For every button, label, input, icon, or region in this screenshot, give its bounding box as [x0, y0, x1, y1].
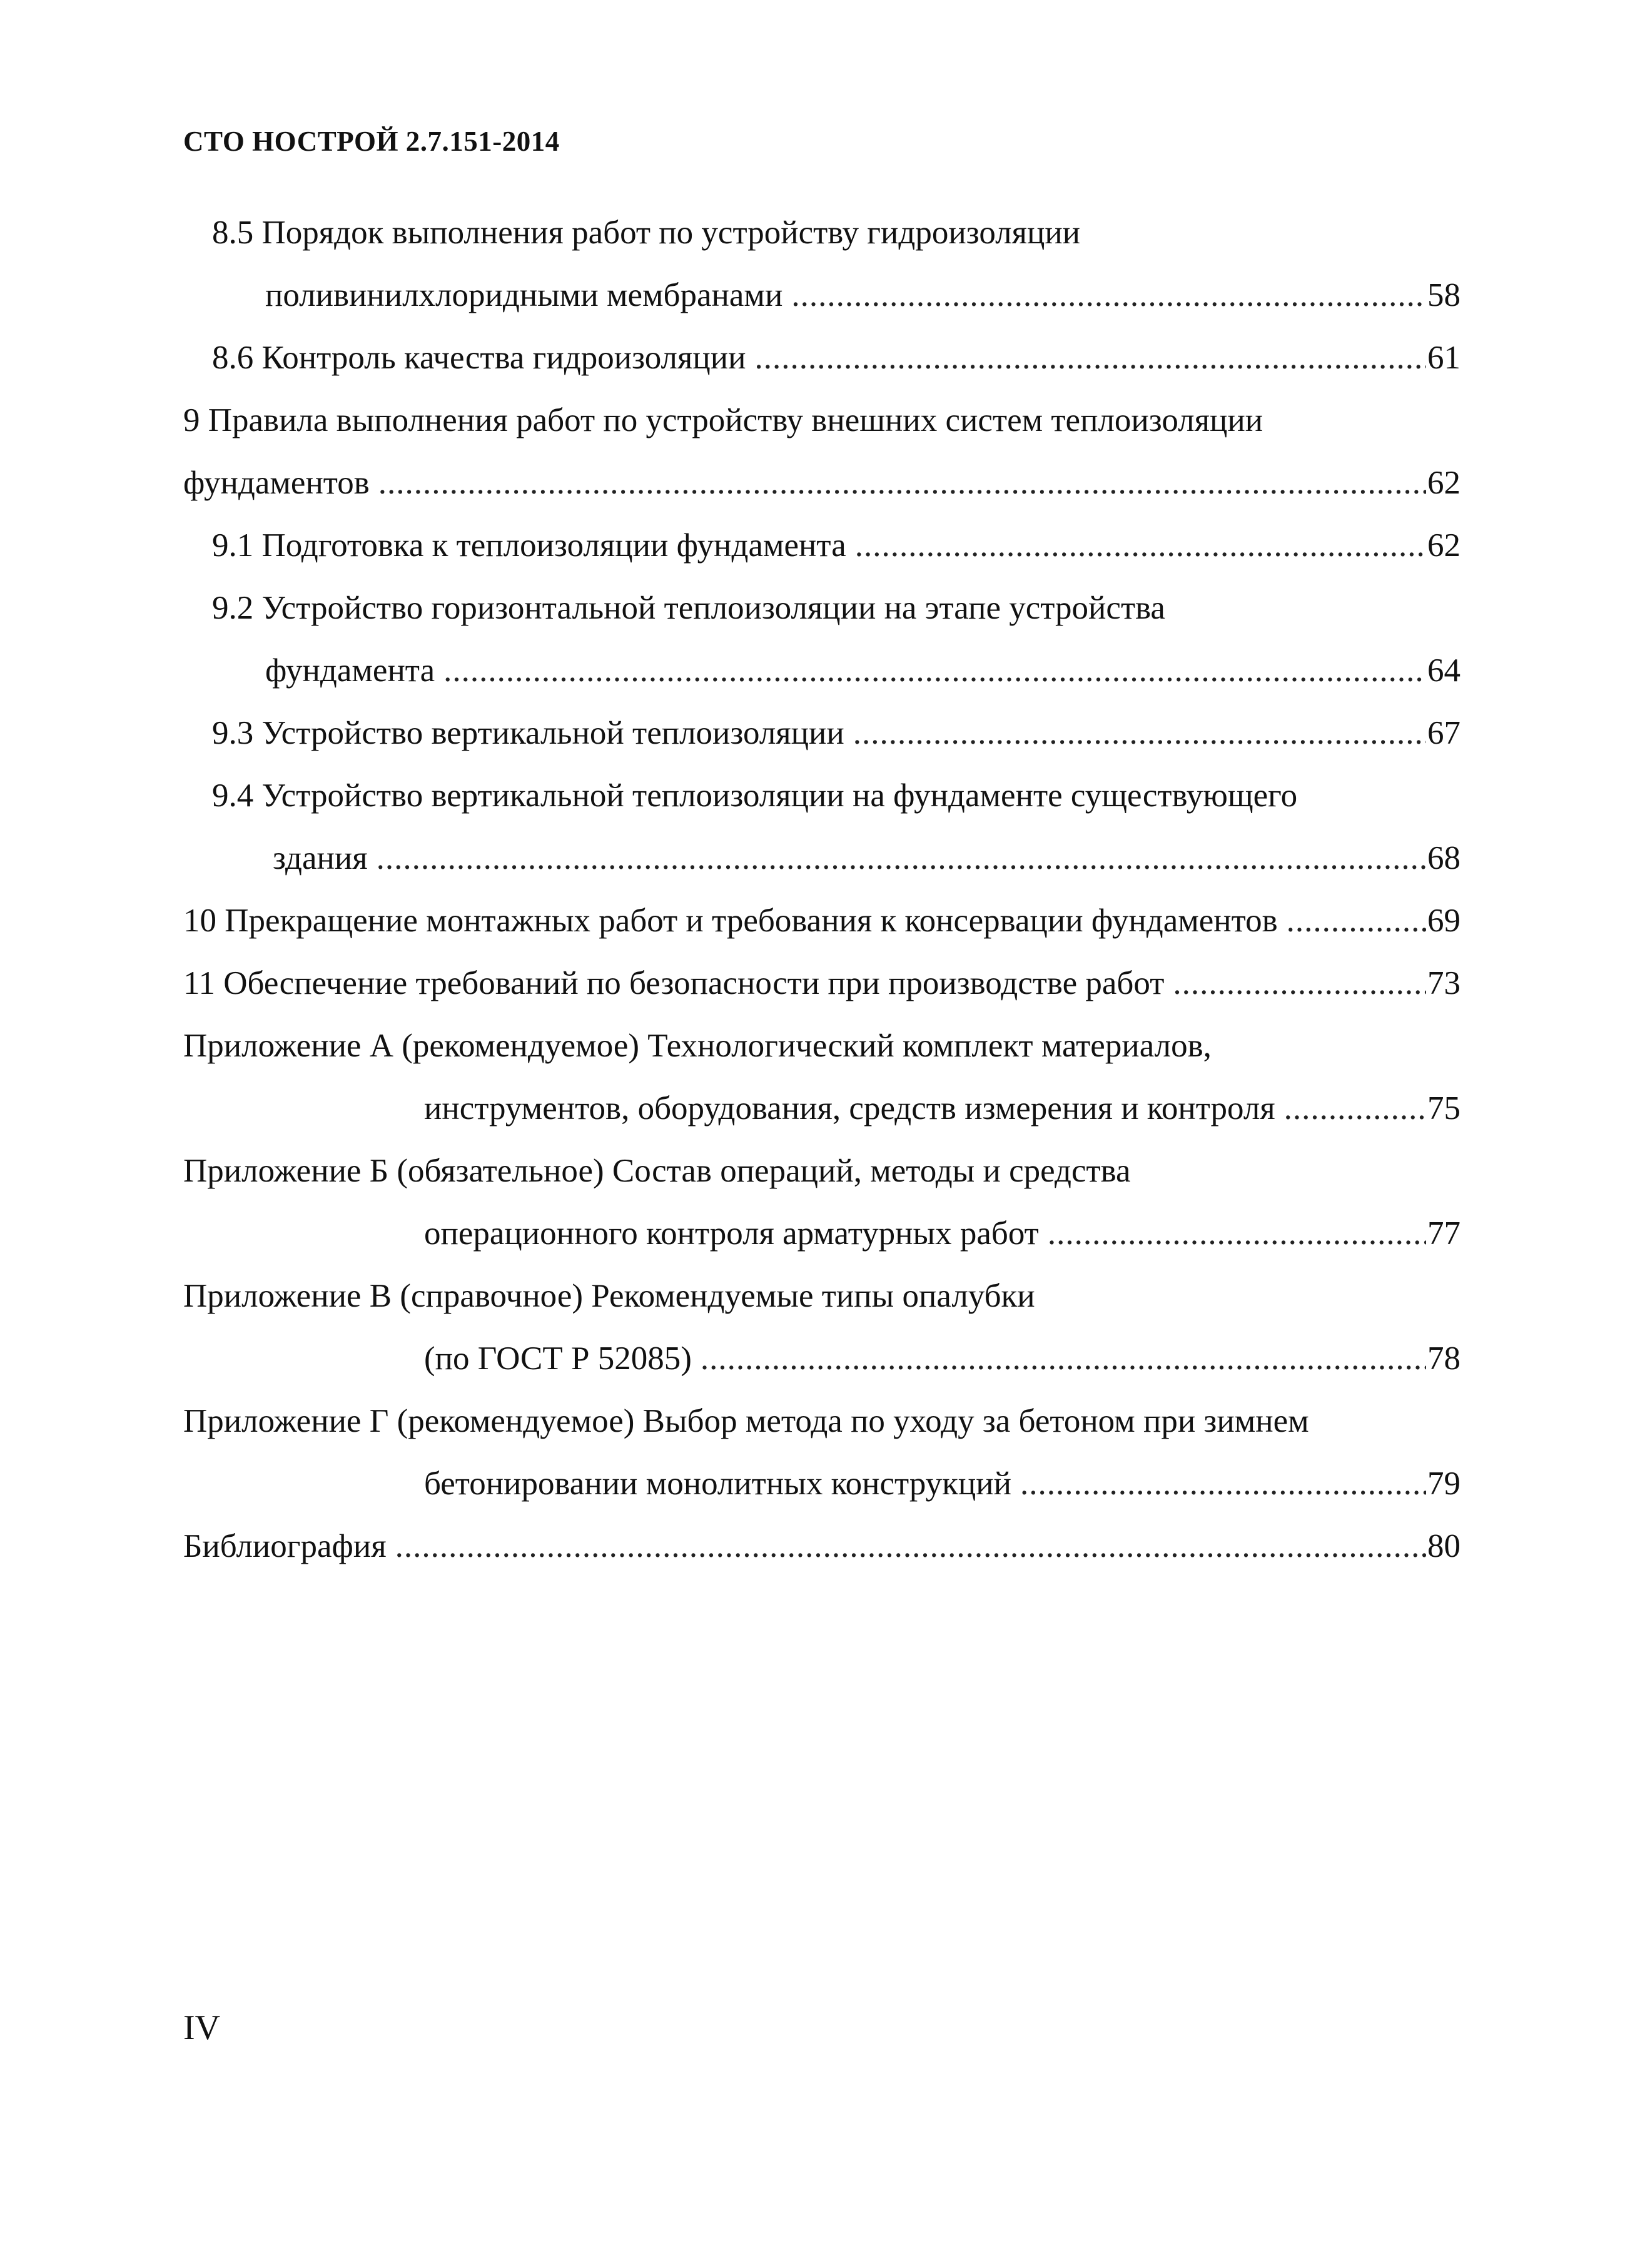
toc-leader-dots	[377, 827, 1426, 889]
toc-entry-text: Приложение А (рекомендуемое) Технологический комплект материалов,	[183, 1028, 1212, 1064]
toc-leader-dots	[1173, 952, 1426, 1015]
toc-entry-text: инструментов, оборудования, средств измерения и контроля	[424, 1090, 1275, 1126]
toc-page-number: 73	[1427, 965, 1460, 1001]
toc-entry-text: 8.5 Порядок выполнения работ по устройству гидроизоляции	[212, 215, 1081, 251]
toc-entry-text: Приложение Г (рекомендуемое) Выбор метода по уходу за бетоном при зимнем	[183, 1403, 1309, 1439]
toc-leader-dots	[1048, 1202, 1426, 1265]
toc-entry-text: 9.2 Устройство горизонтальной теплоизоляции на этапе устройства	[212, 590, 1165, 626]
toc-entry-text: (по ГОСТ Р 52085)	[424, 1340, 692, 1377]
toc-leader-dots	[443, 639, 1426, 702]
toc-entry-9-1[interactable]	[212, 514, 1460, 577]
toc-leader-dots	[1284, 1077, 1426, 1140]
toc-page-number: 67	[1427, 715, 1460, 751]
toc-entry-text: бетонировании монолитных конструкций	[424, 1466, 1011, 1502]
page-number: IV	[183, 2008, 221, 2047]
toc-page-number: 62	[1427, 465, 1460, 501]
toc-entry-text: Приложение В (справочное) Рекомендуемые типы опалубки	[183, 1278, 1035, 1314]
toc-entry-text: операционного контроля арматурных работ	[424, 1215, 1039, 1252]
toc-entry-11[interactable]	[183, 952, 1460, 1015]
toc-leader-dots	[855, 514, 1426, 577]
toc-entry-appendix-v-line2[interactable]	[424, 1327, 1460, 1390]
toc-page-number: 64	[1427, 652, 1460, 689]
toc-entry-10[interactable]	[183, 889, 1460, 952]
toc-entry-text: фундаментов	[183, 465, 370, 501]
toc-entry-appendix-v-line1	[183, 1265, 1460, 1327]
toc-entry-9-3[interactable]	[212, 702, 1460, 764]
toc-page-number: 77	[1427, 1215, 1460, 1252]
toc-entry-appendix-b-line2[interactable]	[424, 1202, 1460, 1265]
toc-entry-9-4-line1	[212, 764, 1460, 827]
toc-leader-dots	[395, 1515, 1426, 1577]
toc-page-number: 58	[1427, 277, 1460, 313]
toc-entry-text: поливинилхлоридными мембранами	[265, 277, 783, 313]
toc-entry-text: 9.4 Устройство вертикальной теплоизоляции на фундаменте существующего	[212, 777, 1298, 814]
toc-entry-8-5-line1	[212, 201, 1460, 264]
toc-entry-appendix-a-line1	[183, 1015, 1460, 1077]
toc-entry-bibliography[interactable]	[183, 1515, 1460, 1577]
toc-entry-text: 9.3 Устройство вертикальной теплоизоляции	[212, 715, 844, 751]
toc-entry-text: 9 Правила выполнения работ по устройству внешних систем теплоизоляции	[183, 402, 1263, 438]
toc-leader-dots	[701, 1327, 1426, 1390]
toc-page-number: 68	[1427, 840, 1460, 876]
toc-page-number: 62	[1427, 527, 1460, 564]
toc-leader-dots	[1287, 889, 1426, 952]
toc-entry-text: 10 Прекращение монтажных работ и требования к консервации фундаментов	[183, 903, 1278, 939]
toc-leader-dots	[791, 264, 1426, 327]
toc-entry-appendix-g-line1	[183, 1390, 1460, 1452]
toc-entry-text: 9.1 Подготовка к теплоизоляции фундамента	[212, 527, 846, 564]
toc-page-number: 80	[1427, 1528, 1460, 1564]
toc-entry-8-6[interactable]	[212, 327, 1460, 389]
toc-entry-text: 11 Обеспечение требований по безопасности при производстве работ	[183, 965, 1165, 1001]
toc-entry-text: здания	[273, 840, 368, 876]
toc-entry-9-4-line2[interactable]	[273, 827, 1460, 889]
toc-page-number: 78	[1427, 1340, 1460, 1377]
toc-entry-9-line1	[183, 389, 1460, 452]
toc-leader-dots	[378, 452, 1426, 514]
toc-entry-appendix-a-line2[interactable]	[424, 1077, 1460, 1140]
toc-entry-appendix-g-line2[interactable]	[424, 1452, 1460, 1515]
document-header: СТО НОСТРОЙ 2.7.151-2014	[183, 126, 560, 157]
toc-page-number: 61	[1427, 340, 1460, 376]
toc-entry-text: Библиография	[183, 1528, 387, 1564]
toc-page-number: 79	[1427, 1466, 1460, 1502]
toc-entry-9-2-line2[interactable]	[265, 639, 1460, 702]
toc-entry-9-2-line1	[212, 577, 1460, 639]
toc-entry-9-line2[interactable]	[183, 452, 1460, 514]
toc-leader-dots	[754, 327, 1426, 389]
toc-entry-text: 8.6 Контроль качества гидроизоляции	[212, 340, 746, 376]
toc-entry-text: Приложение Б (обязательное) Состав операций, методы и средства	[183, 1153, 1131, 1189]
toc-page-number: 75	[1427, 1090, 1460, 1126]
toc-page-number: 69	[1427, 903, 1460, 939]
toc-leader-dots	[1020, 1452, 1426, 1515]
toc-entry-text: фундамента	[265, 652, 435, 689]
toc-entry-8-5-line2[interactable]	[265, 264, 1460, 327]
toc-entry-appendix-b-line1	[183, 1140, 1460, 1202]
toc-leader-dots	[853, 702, 1426, 764]
